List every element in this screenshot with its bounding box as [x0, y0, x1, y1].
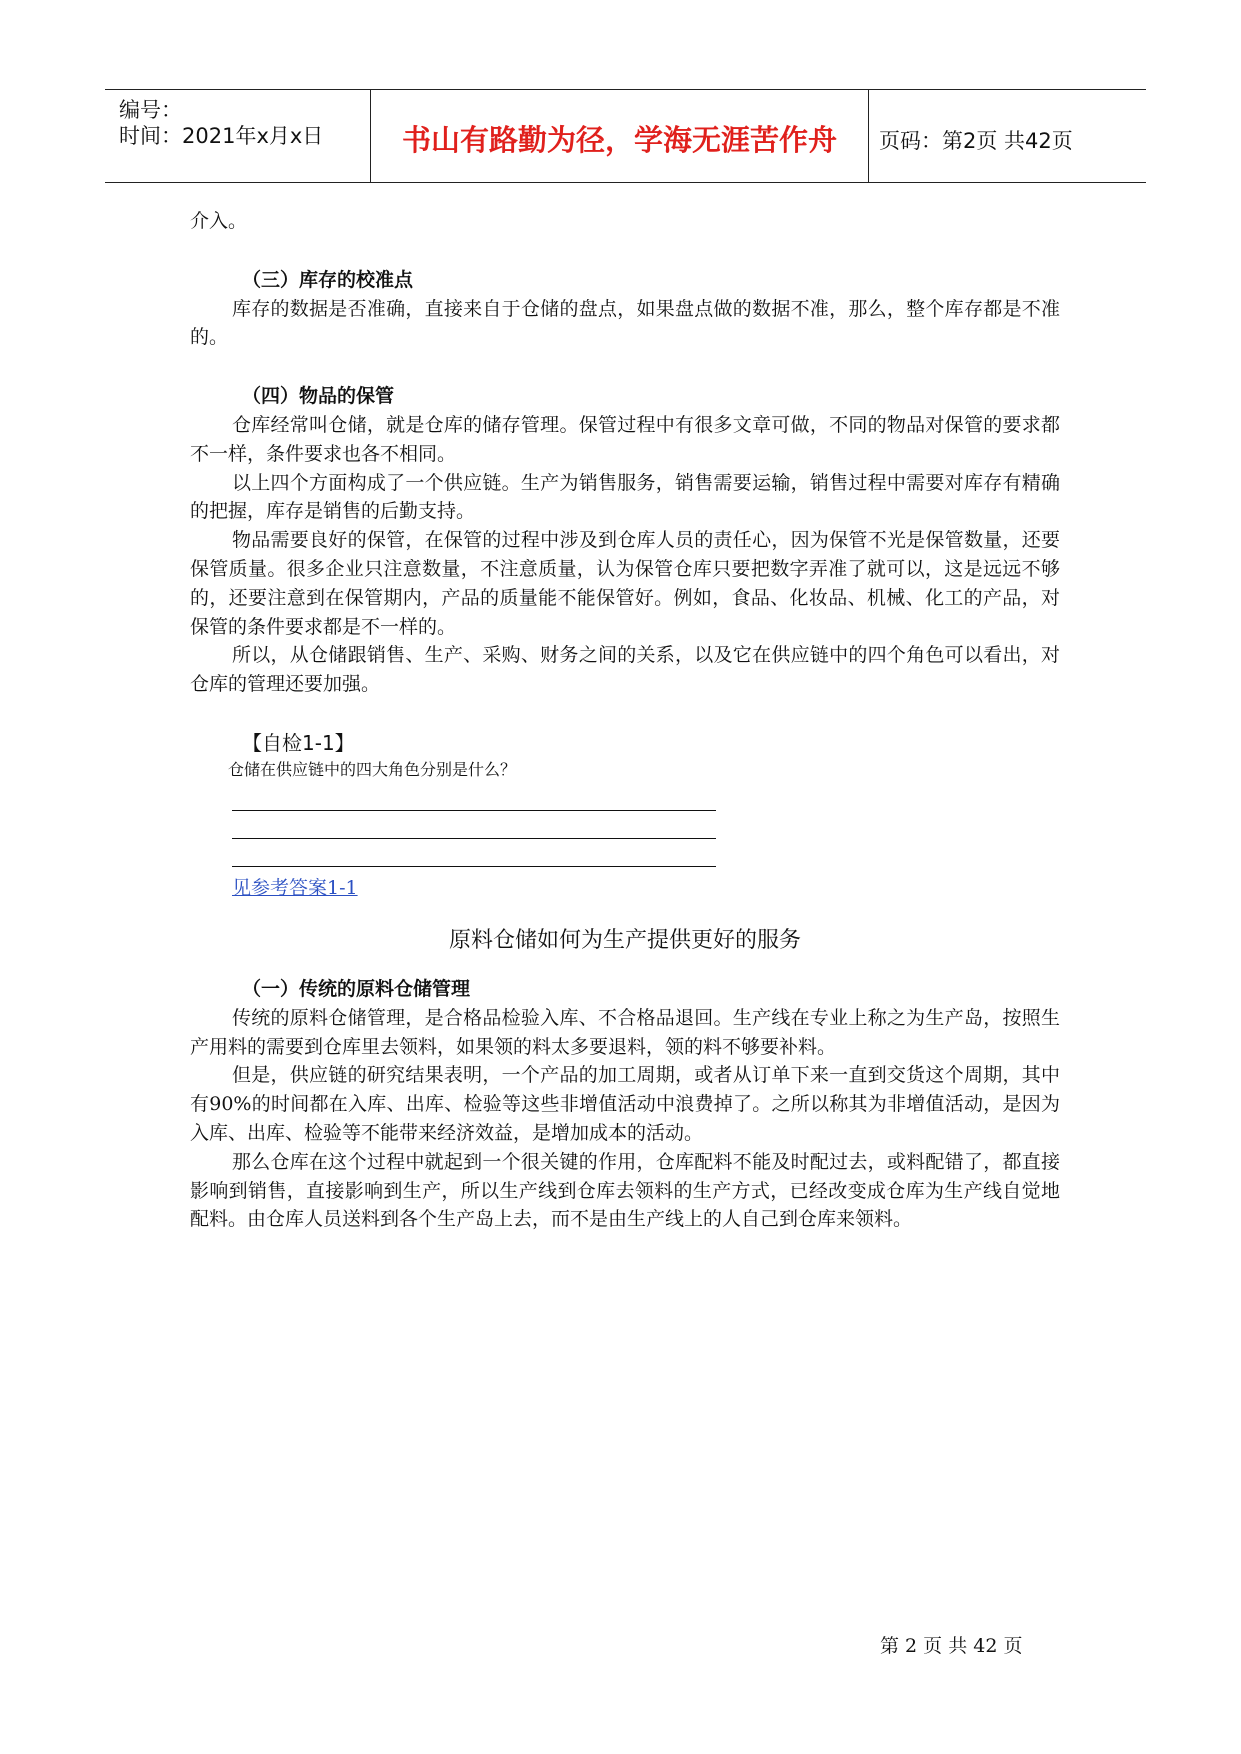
subsection-1-paragraph-2: 但是，供应链的研究结果表明，一个产品的加工周期，或者从订单下来一直到交货这个周期，其中有90%的时间都在入库、出库、检验等这些非增值活动中浪费掉了。之所以称其为非增值活动，是因为入库、出库、检验等不能带来经济效益，是增加成本的活动。: [190, 1064, 1060, 1144]
part-title: 原料仓储如何为生产提供更好的服务: [448, 927, 801, 953]
section-3-paragraph: 库存的数据是否准确，直接来自于仓储的盘点，如果盘点做的数据不准，那么，整个库存都是不准的。: [190, 297, 1060, 349]
number-label: 编号：: [119, 98, 182, 122]
time-label: 时间：2021年x月x日: [119, 124, 324, 148]
answer-line[interactable]: [232, 839, 716, 867]
page-footer: 第 2 页 共 42 页: [880, 1635, 1023, 1657]
section-4-paragraph-1: 仓库经常叫仓储，就是仓库的储存管理。保管过程中有很多文章可做，不同的物品对保管的要求都不一样，条件要求也各不相同。: [190, 413, 1060, 465]
reference-answer-link[interactable]: 见参考答案1-1: [232, 876, 358, 899]
document-body: [190, 207, 1060, 1234]
motto-text: 书山有路勤为径，学海无涯苦作舟: [401, 123, 837, 157]
section-4-paragraph-4: 所以，从仓储跟销售、生产、采购、财务之间的关系，以及它在供应链中的四个角色可以看出，对仓库的管理还要加强。: [190, 644, 1060, 696]
subsection-1-paragraph-3: 那么仓库在这个过程中就起到一个很关键的作用，仓库配料不能及时配过去，或料配错了，都直接影响到销售，直接影响到生产，所以生产线到仓库去领料的生产方式，已经改变成仓库为生产线自觉地配料。由仓库人员送料到各个生产岛上去，而不是由生产线上的人自己到仓库来领料。: [190, 1150, 1060, 1231]
selfcheck-question: 仓储在供应链中的四大角色分别是什么？: [228, 759, 517, 779]
answer-line[interactable]: [232, 783, 716, 811]
answer-line[interactable]: [232, 811, 716, 839]
section-3-title: （三）库存的校准点: [242, 268, 414, 291]
selfcheck-title: 【自检1-1】: [242, 730, 355, 755]
subsection-1-title: （一）传统的原料仓储管理: [242, 977, 471, 1000]
intro-tail: 介入。: [190, 210, 248, 232]
section-4-title: （四）物品的保管: [242, 385, 395, 408]
header-left-cell: [105, 90, 370, 182]
section-4-paragraph-2: 以上四个方面构成了一个供应链。生产为销售服务，销售需要运输，销售过程中需要对库存有精确的把握，库存是销售的后勤支持。: [190, 471, 1060, 523]
page-info: 页码：第2页 共42页: [879, 129, 1073, 153]
section-4-paragraph-3: 物品需要良好的保管，在保管的过程中涉及到仓库人员的责任心，因为保管不光是保管数量，还要保管质量。很多企业只注意数量，不注意质量，认为保管仓库只要把数字弄准了就可以，这是远远不够的，还要注意到在保管期内，产品的质量能不能保管好。例如，食品、化妆品、机械、化工的产品，对保管的条件要求都是不一样的。: [190, 529, 1060, 638]
page-header: [105, 89, 1146, 183]
subsection-1-paragraph-1: 传统的原料仓储管理，是合格品检验入库、不合格品退回。生产线在专业上称之为生产岛，按照生产用料的需要到仓库里去领料，如果领的料太多要退料，领的料不够要补料。: [190, 1006, 1060, 1058]
header-right-cell: [867, 90, 1146, 182]
header-motto-cell: [370, 90, 869, 182]
